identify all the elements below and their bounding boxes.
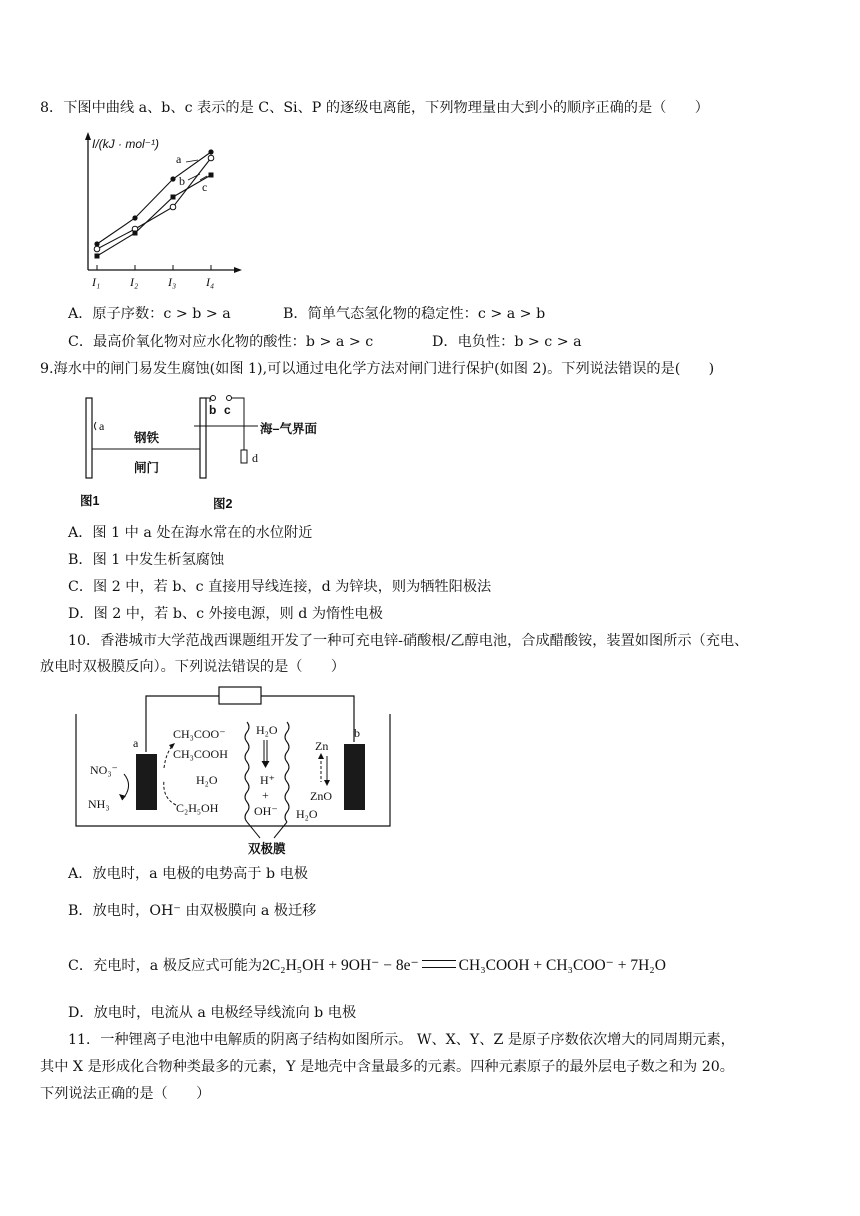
q11-line2: 其中 X 是形成化合物种类最多的元素，Y 是地壳中含量最多的元素。四种元素原子的最外层电子数之和为 20。 <box>40 1059 734 1075</box>
tick-I3: I₃ <box>168 275 177 289</box>
q9-stem: 9.海水中的闸门易发生腐蚀(如图 1),可以通过电化学方法对闸门进行保护(如图 2)。下列说法错误的是( ) <box>40 361 715 377</box>
interface-label: 海–气界面 <box>260 422 317 436</box>
species-nh3: NH₃ <box>88 797 110 811</box>
species-ch3coo: CH₃COO⁻ <box>173 727 226 741</box>
label-b: b <box>209 403 217 417</box>
membrane-left <box>245 722 249 822</box>
terminal-c <box>227 396 232 401</box>
q10-stem-line2: 放电时双极膜反向）。下列说法错误的是（ ） <box>40 659 346 675</box>
q10-option-b: B．放电时，OH⁻ 由双极膜向 a 极迁移 <box>68 903 317 919</box>
curve-a-label: a <box>176 152 182 166</box>
resistor <box>219 687 261 704</box>
x-axis-arrow <box>234 267 242 273</box>
curve-c <box>97 175 211 256</box>
membrane-plus: + <box>262 788 269 802</box>
equals-sign-icon <box>422 960 456 968</box>
tick-I2: I₂ <box>130 275 139 289</box>
label-electrode-a: a <box>133 736 139 750</box>
membrane-oh-minus: OH⁻ <box>254 804 278 818</box>
gate-label-2: 闸门 <box>134 461 160 475</box>
membrane-right <box>285 722 289 822</box>
q8-option-b: B．简单气态氢化物的稳定性：c > a > b <box>283 306 546 322</box>
label-d: d <box>252 451 258 465</box>
curve-b-label: b <box>179 174 185 188</box>
tick-I4: I₄ <box>206 275 215 289</box>
gate-label-1: 钢铁 <box>134 431 160 445</box>
electrode-a <box>136 754 157 810</box>
electrode-b <box>344 744 365 810</box>
q10-stem-line1: 10．香港城市大学范战西课题组开发了一种可充电锌-硝酸根/乙醇电池，合成醋酸铵，装置如图所示（充电、 <box>68 633 749 649</box>
y-axis-label: I/(kJ · mol⁻¹) <box>92 137 159 151</box>
q8-option-c: C．最高价氧化物对应水化物的酸性：b > a > c <box>68 334 374 350</box>
label-electrode-b: b <box>354 726 360 740</box>
label-c: c <box>224 403 231 417</box>
q8-stem: 8．下图中曲线 a、b、c 表示的是 C、Si、P 的逐级电离能，下列物理量由大到小的顺序正确的是（ ） <box>40 100 709 116</box>
q10-option-c-eq-left: 2C₂H₅OH + 9OH⁻ − 8e⁻ <box>262 957 419 974</box>
fig1-gate <box>86 398 92 478</box>
cell-container <box>76 714 390 826</box>
curve-b-points <box>94 155 214 252</box>
q10-option-a: A．放电时，a 电极的电势高于 b 电极 <box>68 866 308 882</box>
x-ticks <box>97 265 211 270</box>
q8-option-a: A．原子序数：c > b > a <box>68 306 231 322</box>
q10-option-d: D．放电时，电流从 a 电极经导线流向 b 电极 <box>68 1005 357 1021</box>
q9-option-a: A．图 1 中 a 处在海水常在的水位附近 <box>68 525 313 541</box>
tick-I1: I₁ <box>92 275 101 289</box>
q10-option-c <box>68 956 666 976</box>
electrode-d <box>241 450 247 463</box>
fig2-gate <box>200 398 206 478</box>
q11-line1: 11．一种锂离子电池中电解质的阴离子结构如图所示。 W、X、Y、Z 是原子序数依次增大的同周期元素， <box>68 1032 735 1048</box>
curve-b <box>97 158 211 249</box>
terminal-b <box>211 396 216 401</box>
q9-gate-corrosion-figure <box>72 390 342 515</box>
fig1-caption: 图1 <box>80 494 100 508</box>
y-axis-arrow <box>85 132 91 140</box>
q9-option-d: D．图 2 中，若 b、c 外接电源，则 d 为惰性电极 <box>68 606 383 622</box>
species-ch3cooh: CH₃COOH <box>173 747 228 761</box>
species-zn: Zn <box>315 739 329 753</box>
q8-ionization-energy-graph <box>70 128 250 293</box>
q8-option-d: D．电负性：b > c > a <box>432 334 582 350</box>
membrane-label: 双极膜 <box>248 842 286 856</box>
curve-a <box>97 152 211 244</box>
membrane-h2o-bottom: H₂O <box>296 807 318 821</box>
q9-option-c: C．图 2 中，若 b、c 直接用导线连接，d 为锌块，则为牺牲阳极法 <box>68 579 492 595</box>
species-h2o-left: H₂O <box>196 773 218 787</box>
fig2-caption: 图2 <box>213 497 233 511</box>
fig1-label-a: a <box>99 419 105 433</box>
curve-c-label: c <box>202 180 208 194</box>
q10-option-c-eq-right: CH₃COOH + CH₃COO⁻ + 7H₂O <box>458 957 666 974</box>
species-c2h5oh: C₂H₅OH <box>176 801 219 815</box>
species-zno: ZnO <box>310 789 332 803</box>
q11-line3: 下列说法正确的是（ ） <box>40 1086 211 1102</box>
q10-option-c-prefix: C．充电时，a 极反应式可能为 <box>68 958 263 974</box>
species-no3: NO₃⁻ <box>90 763 118 777</box>
q9-option-b: B．图 1 中发生析氢腐蚀 <box>68 552 225 568</box>
membrane-h2o-top: H₂O <box>256 723 278 737</box>
membrane-h-plus: H⁺ <box>260 773 275 787</box>
q10-battery-diagram <box>72 682 397 860</box>
